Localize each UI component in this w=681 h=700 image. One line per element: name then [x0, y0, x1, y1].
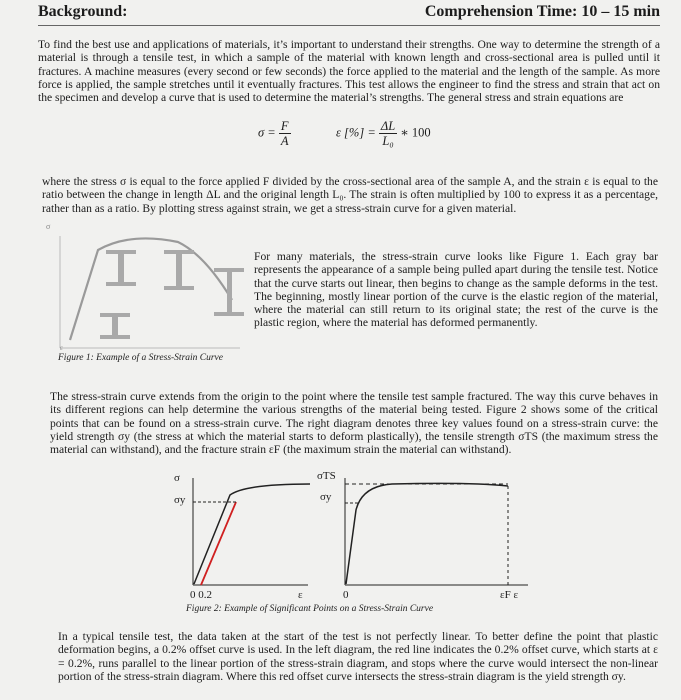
fig2-right-tensile-label: σTS	[317, 470, 336, 482]
right-stress-curve	[346, 483, 508, 584]
fig2-right-yield-label: σy	[320, 491, 332, 503]
sample-bar-1	[100, 313, 130, 339]
fig2-left-x-label: ε	[298, 589, 303, 601]
fig2-left-y-label: σ	[174, 472, 180, 484]
header-bar	[38, 3, 660, 26]
strain-equation	[336, 119, 431, 148]
fig2-right-fracture-label: εF ε	[500, 589, 519, 601]
sample-bar-4	[214, 268, 244, 316]
stress-denominator: A	[280, 134, 289, 148]
strain-denominator: L₀	[382, 134, 394, 148]
stress-lhs: σ =	[258, 125, 276, 140]
left-stress-curve	[194, 484, 310, 584]
intro-paragraph: To find the best use and applications of materials, it’s important to understand their strengths. One way to determine the strength of a material is through a tensile test, in which a sample of the material with known length and cross-sectional area is pulled until it fractures. A machine measures (every second or few seconds) the force applied to the material and the length of the sample. As more force is applied, the sample stretches until it eventually fractures. This test allows the engineer to find the stress and strain that act on the specimen and develop a curve that is used to determine the material’s strengths. The general stress and strain equations are	[38, 38, 660, 105]
fig2-right-origin: 0	[343, 589, 349, 601]
stress-equation	[258, 119, 291, 148]
stress-numerator: F	[280, 119, 289, 133]
figure1-caption: Figure 1: Example of a Stress-Strain Curve	[58, 353, 223, 363]
strain-numerator: ΔL	[380, 119, 396, 133]
figure2-intro-paragraph: The stress-strain curve extends from the origin to the point where the tensile test sample fractured. The way this curve behaves in its different regions can help determine the various strengths of the material being tested. Figure 2 shows some of the critical points that can be found on a stress-strain curve. The right diagram denotes three key values found on a stress-strain curve: the yield strength σy (the stress at which the material starts to deform plastically), the tensile strength σTS (the maximum stress the material can withstand), and the fracture strain εF (the maximum strain the material can withstand).	[50, 390, 658, 457]
figure2-caption: Figure 2: Example of Significant Points on a Stress-Strain Curve	[186, 604, 434, 614]
strain-multiplier: ∗ 100	[400, 125, 431, 140]
fig1-y-label: σ	[46, 222, 51, 231]
comprehension-time: Comprehension Time: 10 – 15 min	[424, 3, 660, 20]
sample-bar-3	[164, 250, 194, 290]
fig2-left-x-ticks: 0 0.2	[190, 589, 212, 601]
explanation-paragraph: where the stress σ is equal to the force applied F divided by the cross-sectional area of the sample A, and the strain ε is equal to the ratio between the change in length ΔL and the original length L₀. The strain is often multiplied by 100 to express it as a percentage, rather than as a ratio. By plotting stress against strain, we get a stress-strain curve for a given material.	[42, 175, 658, 215]
section-title: Background:	[38, 3, 128, 20]
fig2-left-yield-label: σy	[174, 494, 186, 506]
strain-lhs: ε [%] =	[336, 125, 376, 140]
sample-bar-2	[106, 250, 136, 286]
fig1-x-label: ε	[60, 344, 63, 352]
figure1-description: For many materials, the stress-strain curve looks like Figure 1. Each gray bar represents the appearance of a sample being pulled apart during the tensile test. Notice that the curve starts out linear, then begins to change as the sample deforms in the test. The beginning, mostly linear portion of the curve is the elastic region of the material, where the material can still return to its original state; the rest of the curve is the plastic region, where the material has deformed permanently.	[254, 250, 658, 330]
figure1-curve	[70, 238, 232, 340]
offset-paragraph: In a typical tensile test, the data taken at the start of the test is not perfectly linear. To better define the point that plastic deformation begins, a 0.2% offset curve is used. In the left diagram, the red line indicates the 0.2% offset curve, which starts at ε = 0.2%, runs parallel to the linear portion of the stress-strain diagram, and stops where the curve would intersect the non-linear portion of the stress-strain diagram. Where this red offset curve intersects the stress-strain diagram is the yield strength σy.	[58, 630, 658, 683]
offset-line	[201, 502, 236, 585]
